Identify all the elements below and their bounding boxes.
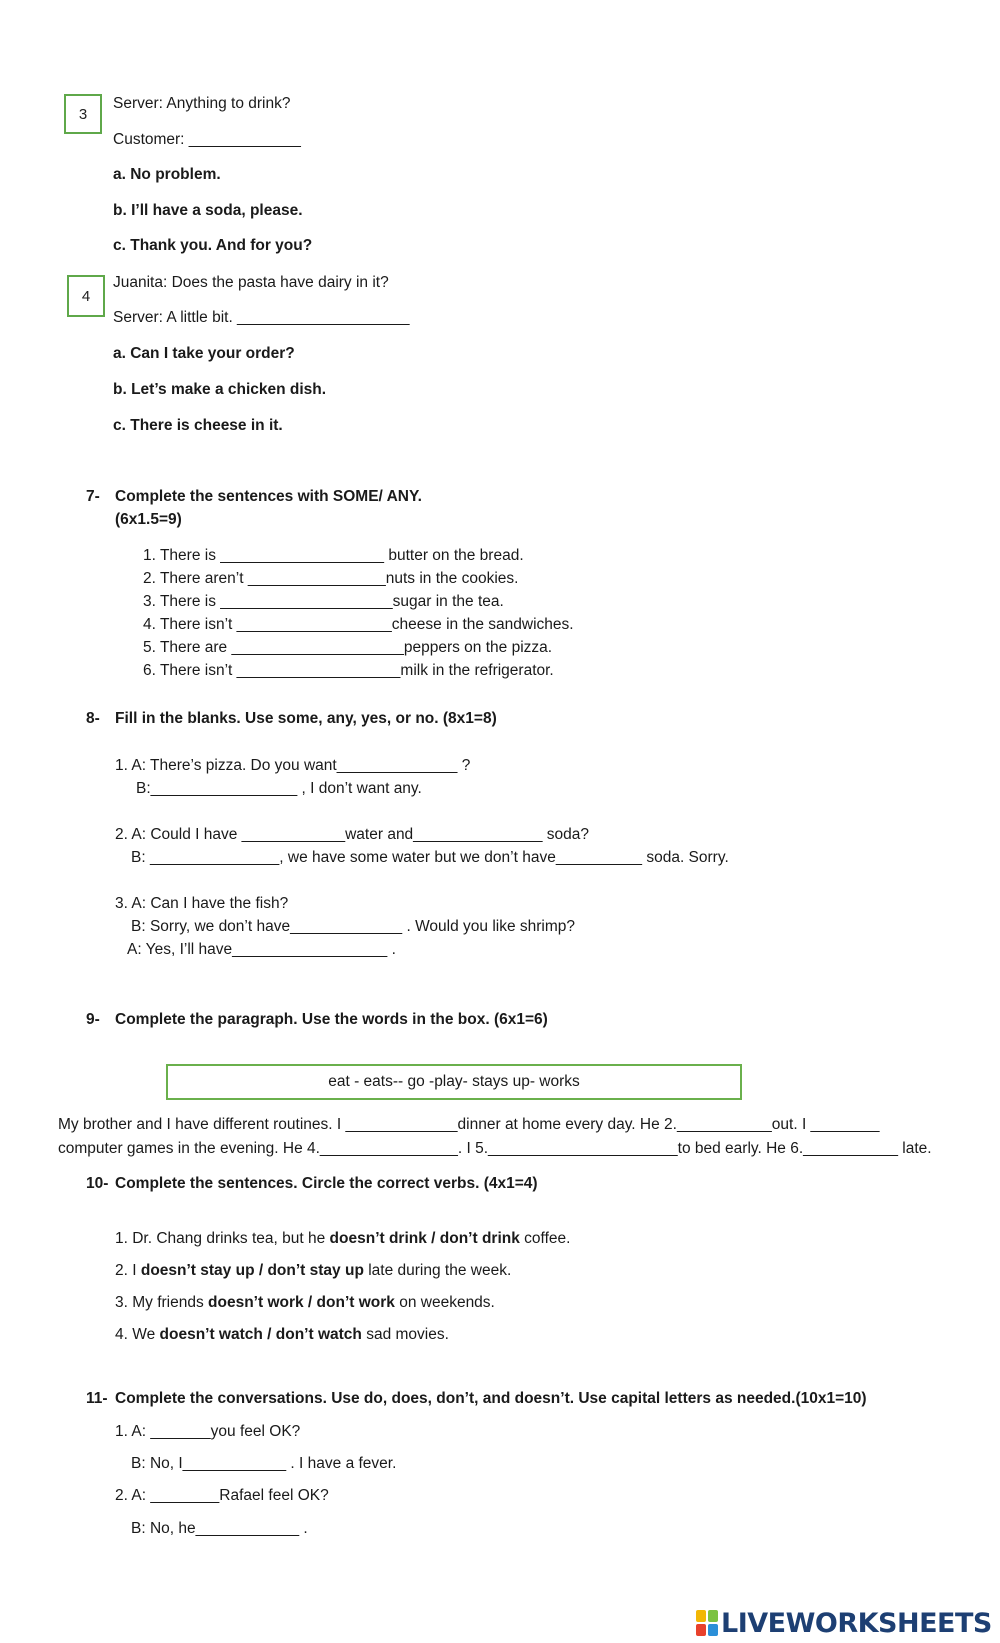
section-10-item-4-pre: 4. We: [115, 1326, 160, 1343]
section-11-line-1: 1. A: _______you feel OK?: [115, 1423, 301, 1440]
q4-line-1: Juanita: Does the pasta have dairy in it?: [113, 274, 389, 291]
section-10-item-2-post: late during the week.: [363, 1262, 512, 1279]
section-10-item-2-choice: doesn’t stay up / don’t stay up: [140, 1262, 364, 1279]
section-7-item-4: 4. There isn’t __________________cheese in the sandwiches.: [143, 616, 574, 633]
section-10-item-2-pre: 2. I: [115, 1262, 141, 1279]
section-7-item-6: 6. There isn’t ___________________milk in the refrigerator.: [143, 662, 554, 679]
logo-grid-icon: [696, 1610, 718, 1636]
logo-square-4: [708, 1624, 718, 1636]
q4-option-c: c. There is cheese in it.: [113, 417, 283, 434]
section-7-title: Complete the sentences with SOME/ ANY.: [115, 488, 422, 505]
section-7-subtitle: (6x1.5=9): [115, 511, 182, 528]
section-10-item-3-pre: 3. My friends: [115, 1294, 209, 1311]
section-10-item-1-pre: 1. Dr. Chang drinks tea, but he: [115, 1230, 330, 1247]
logo-text: LIVEWORKSHEETS: [721, 1607, 992, 1639]
logo-square-1: [696, 1610, 706, 1622]
section-7-item-3: 3. There is ____________________sugar in the tea.: [143, 593, 504, 610]
section-10-item-4-post: sad movies.: [361, 1326, 449, 1343]
section-10-item-1: [115, 1230, 570, 1248]
section-7-item-1: 1. There is ___________________ butter on the bread.: [143, 547, 524, 564]
section-10-item-1-post: coffee.: [519, 1230, 571, 1247]
section-10-number: 10-: [86, 1175, 109, 1192]
q3-option-a: a. No problem.: [113, 166, 221, 183]
q3-option-c: c. Thank you. And for you?: [113, 237, 313, 254]
section-9-paragraph: My brother and I have different routines. I _____________dinner at home every day. He 2.___________out. I ________ computer games in the evening. He 4.________________. I 5.______________________to bed early. He 6.___________ late.: [58, 1116, 932, 1157]
section-8-line-6: B: Sorry, we don’t have_____________ . Would you like shrimp?: [131, 918, 576, 935]
section-10-item-3-choice: doesn’t work / don’t work: [208, 1294, 395, 1311]
section-8-line-4: B: _______________, we have some water but we don’t have__________ soda. Sorry.: [131, 849, 729, 866]
section-11-line-2: B: No, I____________ . I have a fever.: [131, 1455, 397, 1472]
section-9-title: Complete the paragraph. Use the words in the box. (6x1=6): [115, 1011, 548, 1028]
section-10-item-1-choice: doesn’t drink / don’t drink: [329, 1230, 520, 1247]
section-8-line-2: B:_________________ , I don’t want any.: [136, 780, 422, 797]
section-10-item-4-choice: doesn’t watch / don’t watch: [159, 1326, 362, 1343]
section-10-item-3-post: on weekends.: [394, 1294, 495, 1311]
word-box-text: eat - eats-- go -play- stays up- works: [328, 1073, 580, 1090]
section-8-line-3: 2. A: Could I have ____________water and_______________ soda?: [115, 826, 590, 843]
question-3-number: 3: [78, 105, 88, 123]
question-3-number-box: [64, 94, 102, 134]
q3-line-2: Customer: _____________: [113, 131, 301, 148]
liveworksheets-logo: [696, 1608, 992, 1638]
section-8-line-5: 3. A: Can I have the fish?: [115, 895, 289, 912]
question-4-number: 4: [81, 287, 91, 305]
logo-square-3: [696, 1624, 706, 1636]
q4-option-a: a. Can I take your order?: [113, 345, 295, 362]
section-10-item-3: [115, 1294, 495, 1312]
q4-option-b: b. Let’s make a chicken dish.: [113, 381, 327, 398]
section-10-title: Complete the sentences. Circle the correct verbs. (4x1=4): [115, 1175, 538, 1192]
q3-line-1: Server: Anything to drink?: [113, 95, 291, 112]
section-8-line-7: A: Yes, I’ll have__________________ .: [127, 941, 396, 958]
q4-line-2: Server: A little bit. ____________________: [113, 309, 410, 326]
section-11-line-4: B: No, he____________ .: [131, 1520, 308, 1537]
section-7-item-5: 5. There are ____________________peppers on the pizza.: [143, 639, 553, 656]
section-8-title: Fill in the blanks. Use some, any, yes, or no. (8x1=8): [115, 710, 497, 727]
section-7-item-2: 2. There aren’t ________________nuts in the cookies.: [143, 570, 519, 587]
section-11-number: 11-: [86, 1390, 108, 1407]
q3-option-b: b. I’ll have a soda, please.: [113, 202, 303, 219]
section-11-line-3: 2. A: ________Rafael feel OK?: [115, 1487, 329, 1504]
question-4-number-box: [67, 275, 105, 317]
section-9-number: 9-: [86, 1011, 100, 1028]
section-10-item-4: [115, 1326, 449, 1344]
section-10-item-2: [115, 1262, 511, 1280]
section-8-number: 8-: [86, 710, 100, 727]
section-11-title: Complete the conversations. Use do, does, don’t, and doesn’t. Use capital letters as needed.(10x1=10): [115, 1390, 867, 1407]
word-box: [166, 1064, 742, 1100]
logo-square-2: [708, 1610, 718, 1622]
section-7-number: 7-: [86, 488, 100, 505]
section-8-line-1: 1. A: There’s pizza. Do you want______________ ?: [115, 757, 471, 774]
